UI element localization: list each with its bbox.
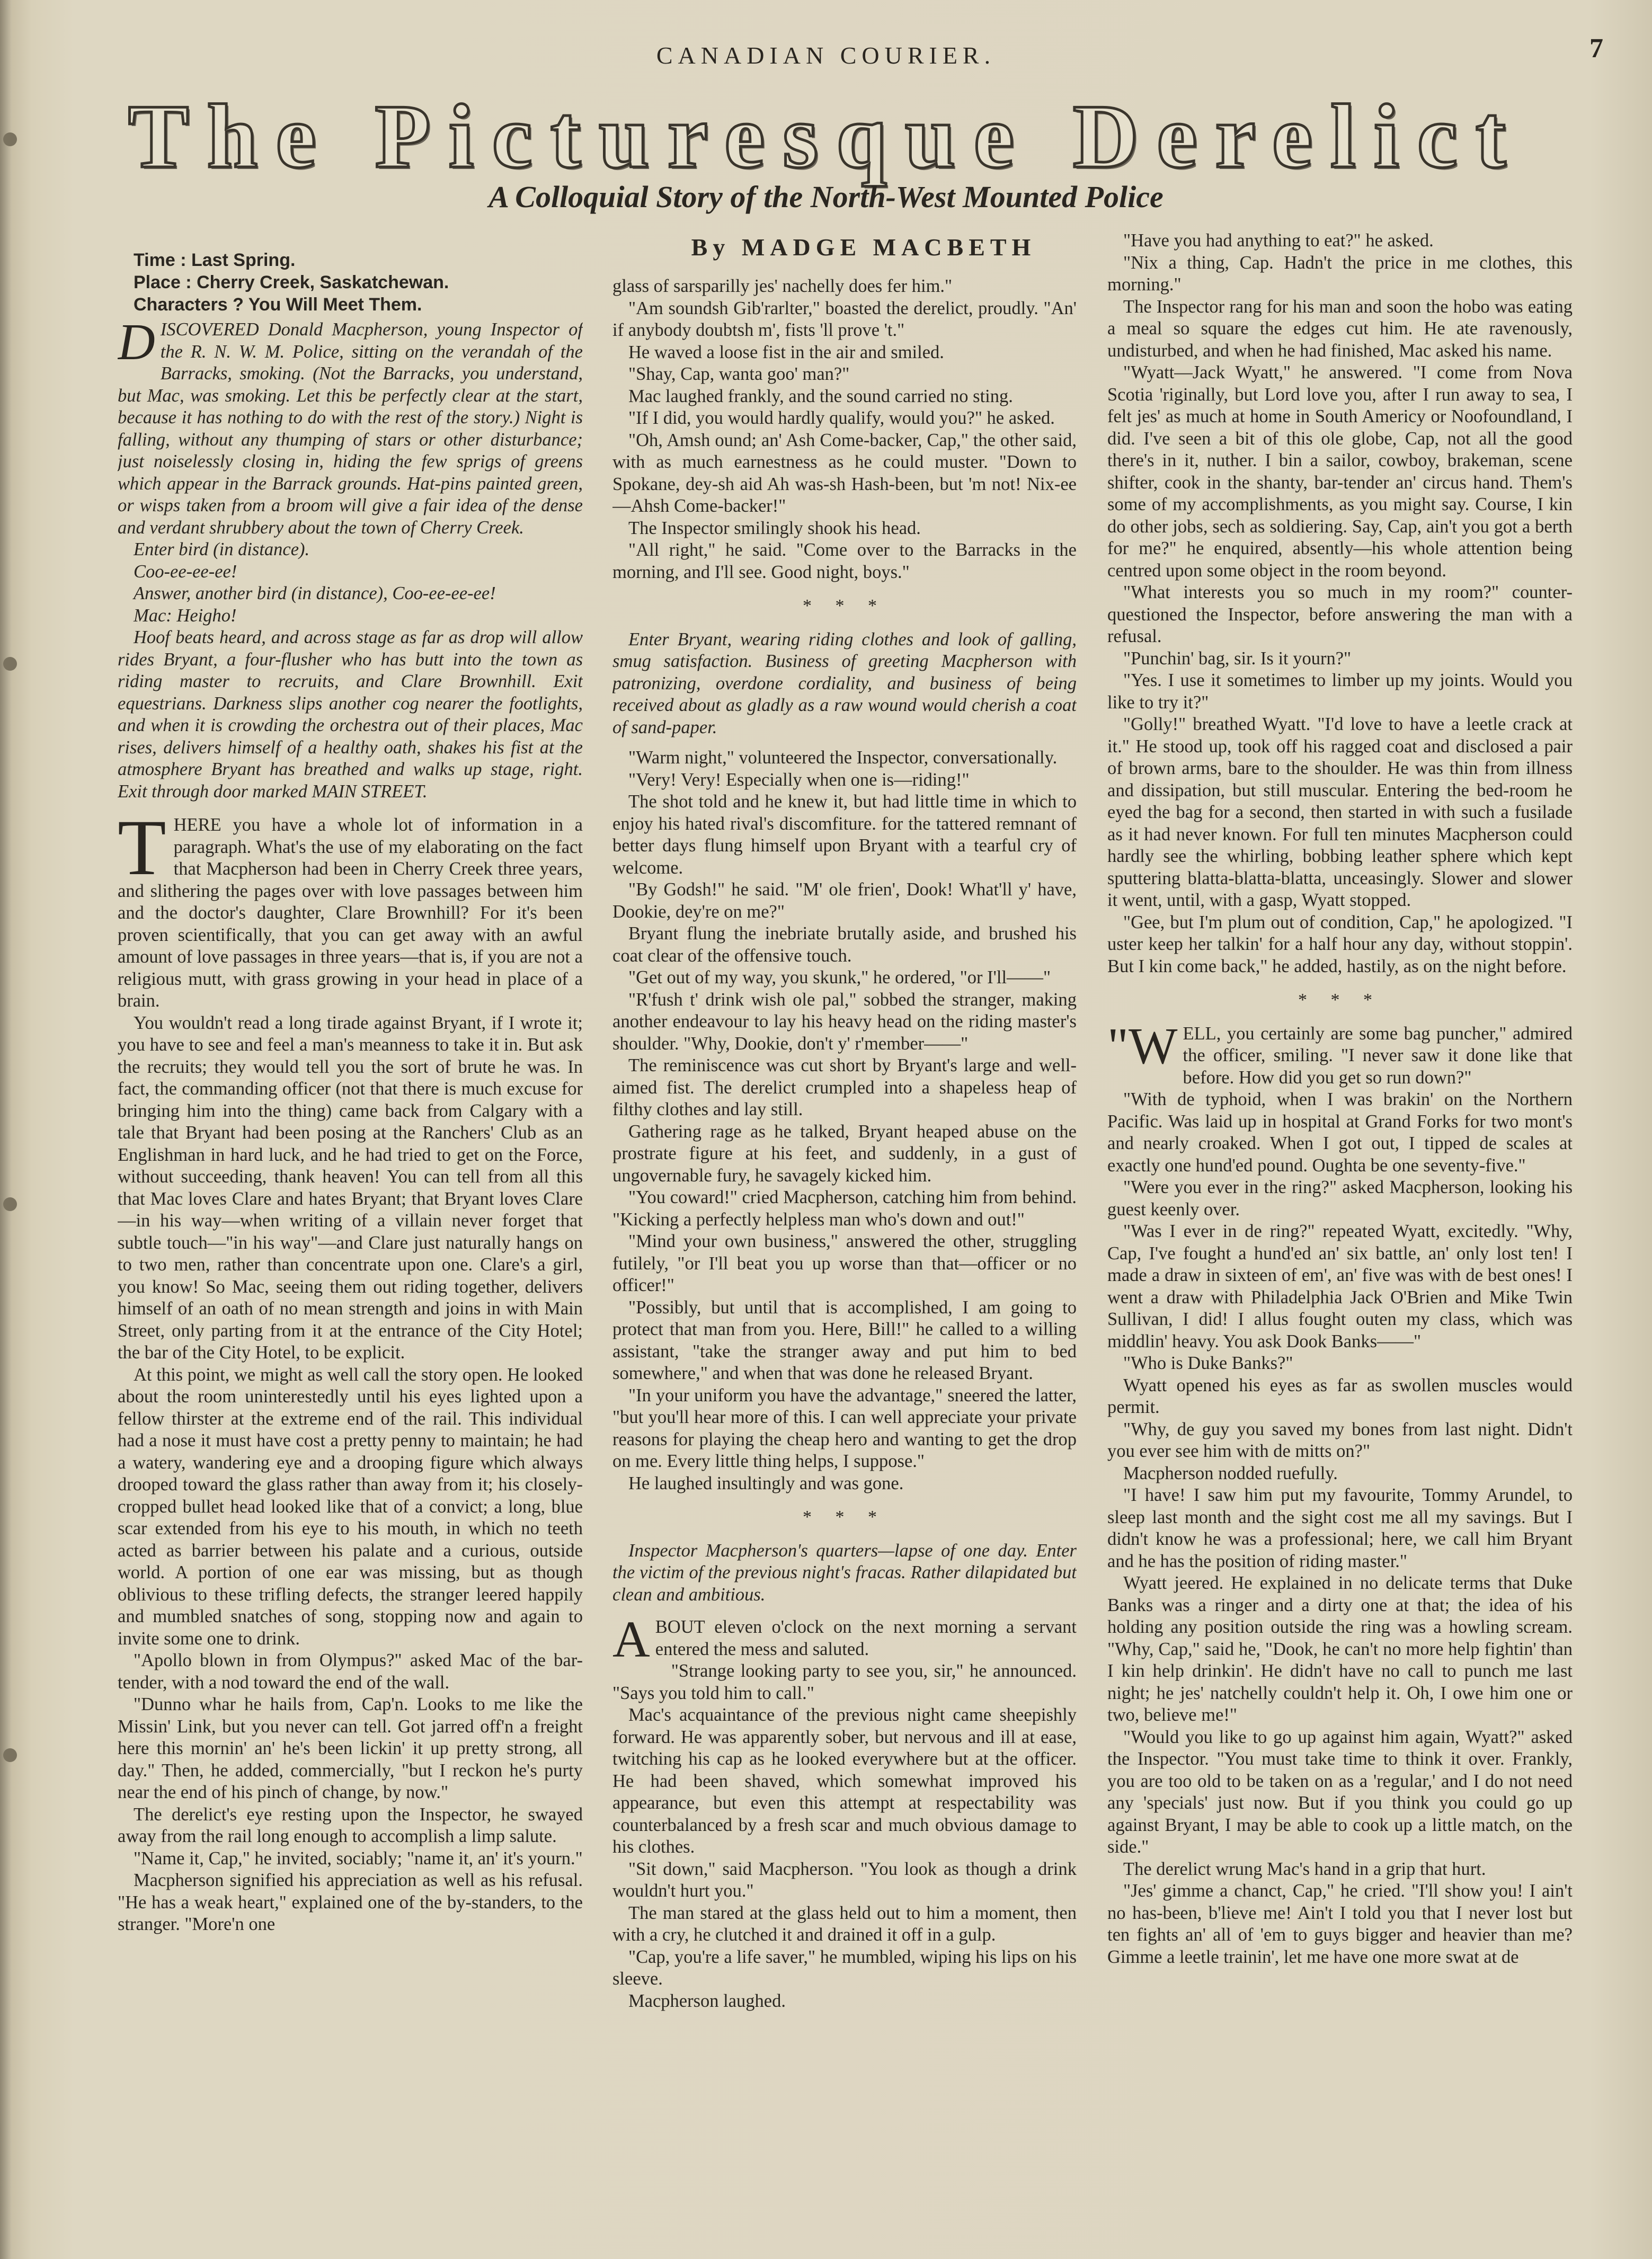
section-separator: * * * (803, 1507, 886, 1527)
paragraph: "In your uniform you have the advantage," sneered the latter, "but you'll hear more of this. I can well appreciate your private reasons for playing the cheap hero and wanting to get the drop on me. Every little thing helps, I suppose." (612, 1385, 1077, 1471)
column-2 (612, 275, 1077, 2230)
paragraph: "Warm night," volunteered the Inspector, conversationally. (628, 748, 1058, 768)
paragraph: "Possibly, but until that is accomplished, I am going to protect that man from you. Here, Bill!" he called to a willing assistant, "take the stranger away and put him to bed somewhere," and when that was done he released Bryant. (612, 1297, 1077, 1383)
paragraph: "Nix a thing, Cap. Hadn't the price in me clothes, this morning." (1107, 252, 1573, 295)
paragraph: You wouldn't read a long tirade against Bryant, if I wrote it; you have to see and feel a man's meanness to take it in. But ask the recruits; they would tell you the sort of brute he was. In fact, the commanding officer (not that there is much excuse for bringing him into the thing) came back from Calgary with a tale that Bryant had been posing at the Ranchers' Club as an Englishman in hard luck, and he had tried to get on the Force, without succeeding, thank heaven! You can tell from all this that Mac loves Clare and hates Bryant; that Bryant loves Clare—in his way—when writing of a villain never forget that subtle touch—"in his way"—and Clare just naturally hangs on to two men, rather than concentrate upon one. Clare's a girl, you know! So Mac, seeing them out riding together, delivers himself of an oath of no mean strength and joins in with Main Street, only parting from it at the entrance of the City Hotel; the bar of the City Hotel, to be explicit. (118, 1012, 583, 1363)
paragraph: Mac's acquaintance of the previous night came sheepishly forward. He was apparently sober, but nervous and ill at ease, twitching his cap as he looked everywhere but at the officer. He had been shaved, which somewhat improved his appearance, but even this attempt at respectability was counterbalanced by a fresh scar and much obvious damage to his clothes. (612, 1705, 1077, 1857)
paragraph: "Gee, but I'm plum out of condition, Cap," he apologized. "I uster keep her talkin' for a half hour any day, without stoppin'. But I kin come back," he added, hastily, as on the night before. (1107, 912, 1573, 976)
byline: By MADGE MACBETH (691, 234, 1036, 261)
paragraph: "Very! Very! Especially when one is—riding!" (628, 769, 970, 790)
paragraph: "All right," he said. "Come over to the Barracks in the morning, and I'll see. Good night, boys." (612, 540, 1077, 582)
paragraph: "Why, de guy you saved my bones from last night. Didn't you ever see him with de mitts on?" (1107, 1419, 1573, 1461)
paragraph: "R'fush t' drink wish ole pal," sobbed the stranger, making another endeavour to lay his heavy head on the riding master's shoulder. "Why, Dookie, don't y' r'member——" (612, 989, 1077, 1054)
paragraph: "Wyatt—Jack Wyatt," he answered. "I come from Nova Scotia 'riginally, but Lord love you, after I run away to sea, I felt jes' as much at home in South Americy or Noofoundland, I did. I've seen a bit of this ole globe, Cap, not all the good there's in it, nuther. I bin a sailor, cowboy, brakeman, scene shifter, cook in the shanty, bar-tender an' circus hand. Them's some of my accomplishments, as you might say. Course, I kin do other jobs, sech as soldiering. Say, Cap, ain't you got a berth for me?" he enquired, absently—his whole attention being centred upon some object in the room beyond. (1107, 362, 1573, 581)
paragraph: "What interests you so much in my room?" counter-questioned the Inspector, before answering the man with a refusal. (1107, 582, 1573, 646)
paragraph: "Were you ever in the ring?" asked Macpherson, looking his guest keenly over. (1107, 1177, 1573, 1220)
binding-hole (3, 657, 17, 671)
stage-direction: Enter bird (in distance). (134, 539, 310, 559)
paragraph: "Dunno whar he hails from, Cap'n. Looks to me like the Missin' Link, but you never can tell. Got jarred off'n a freight here this mornin' an' he's been lickin' it up pretty strong, all day." Then, he added, commercially, "but I reckon he's purty near the end of his pinch of change, by now." (118, 1694, 583, 1802)
paragraph: The Inspector smilingly shook his head. (628, 518, 921, 538)
paragraph: Macpherson laughed. (628, 1990, 786, 2011)
paragraph: "Yes. I use it sometimes to limber up my joints. Would you like to try it?" (1107, 670, 1573, 713)
paragraph: "I have! I saw him put my favourite, Tommy Arundel, to sleep last month and the sight cost me all my savings. But I didn't know he was a professional; here, we call him Bryant and he has the position of riding master." (1107, 1485, 1573, 1571)
paragraph: "Punchin' bag, sir. Is it yourn?" (1123, 648, 1352, 669)
paragraph: Wyatt jeered. He explained in no delicate terms that Duke Banks was a ringer and a dirty one at that; the idea of his holding any position outside the ring was a howling scream. "Why, Cap," said he, "Dook, he can't no more help fightin' than I kin help drinkin'. He didn't have no call to punch me last night; he jes' natchelly couldn't help it. Oh, I owe him one or two, believe me!" (1107, 1573, 1573, 1725)
paragraph: "Would you like to go up against him again, Wyatt?" asked the Inspector. "You must take time to think it over. Frankly, you are too old to be taken on as a 'regular,' and I do not need any 'specials' just now. But if you think you could go up against Bryant, I may be able to cook up a little match, on the side." (1107, 1727, 1573, 1857)
paragraph: At this point, we might as well call the story open. He looked about the room uninterestedly until his eyes lighted upon a fellow thirster at the extreme end of the rail. This individual had a nose it must have cost a pretty penny to maintain; he had a watery, wandering eye and a drooping figure which always drooped toward the glass rather than away from it; his closely-cropped bullet head looked like that of a convict; a long, blue scar extended from his eye to his mouth, in which no teeth acted as barrier between his palate and a curious, outside world. A portion of one ear was missing, but as though oblivious to these trifling defects, the stranger leered happily and mumbled snatches of song, stopping now and again to invite some one to drink. (118, 1364, 583, 1649)
paragraph: "Cap, you're a life saver," he mumbled, wiping his lips on his sleeve. (612, 1946, 1077, 1989)
paragraph: "By Godsh!" he said. "M' ole frien', Dook! What'll y' have, Dookie, dey're on me?" (612, 879, 1077, 922)
paragraph: "Golly!" breathed Wyatt. "I'd love to have a leetle crack at it." He stood up, took off his ragged coat and disclosed a pair of brown arms, bare to the shoulder. He was thin from illness and dissipation, but still muscular. Entering the bed-room he eyed the bag for a second, then started in with such a fusilade as it had never known. For full ten minutes Macpherson could hardly see the whirling, bobbing leather sphere which kept sputtering blatta-blatta-blatta, unceasingly. Slower and slower it went, until, with a gasp, Wyatt stopped. (1107, 714, 1573, 910)
drop-cap: "W (1107, 1017, 1178, 1075)
running-head: CANADIAN COURIER. (656, 42, 996, 69)
paragraph: The reminiscence was cut short by Bryant's large and well-aimed fist. The derelict crumpled into a shapeless heap of filthy clothes and lay still. (612, 1055, 1077, 1119)
paragraph: Macpherson nodded ruefully. (1123, 1463, 1338, 1483)
article-title: The Picturesque Derelict (128, 86, 1524, 187)
paragraph-text: ISCOVERED Donald Macpherson, young Inspector of the R. N. W. M. Police, sitting on the verandah of the Barracks, smoking. (Not the Barracks, you understand, but Mac, was smoking. Let this be perfectly clear at the start, because it has nothing to do with the rest of the story.) Night is falling, without any thumping of stars or other disturbance; just noiselessly closing in, hiding the few sprigs of greens which appear in the Barrack grounds. Hat-pins painted green, or wisps taken from a broom will give a fair idea of the dense and verdant shrubbery about the town of Cherry Creek. (118, 319, 583, 538)
section-separator: * * * (803, 596, 886, 616)
paragraph: Wyatt opened his eyes as far as swollen muscles would permit. (1107, 1375, 1573, 1417)
paragraph: glass of sarsparilly jes' nachelly does fer him." (612, 276, 953, 296)
stage-direction: Mac: Heigho! (134, 605, 237, 626)
paragraph: The derelict's eye resting upon the Inspector, he swayed away from the rail long enough to accomplish a limp salute. (118, 1804, 583, 1846)
paragraph (612, 1611, 1077, 1668)
drop-cap: A (612, 1611, 650, 1668)
paragraph: "Get out of my way, you skunk," he ordered, "or I'll——" (628, 967, 1051, 988)
stage-direction: Hoof beats heard, and across stage as far as drop will allow rides Bryant, a four-flusher who has butt into the town as riding master to recruits, and Clare Brownhill. Exit equestrians. Darkness slips another cog nearer the footlights, and when it is crowding the orchestra out of their places, Mac rises, delivers himself of a healthy oath, shakes his fist at the atmosphere Bryant has breathed and walks up stage, right. Exit through door marked MAIN STREET. (118, 627, 583, 802)
binding-hole (3, 1748, 17, 1762)
paragraph: "Shay, Cap, wanta goo' man?" (628, 364, 850, 384)
paragraph: The shot told and he knew it, but had little time in which to enjoy his hated rival's discomfiture. for the tattered remnant of better days flung himself upon Bryant with a tearful cry of welcome. (612, 791, 1077, 878)
paragraph-text: BOUT eleven o'clock on the next morning a servant entered the mess and saluted. (655, 1617, 1077, 1659)
intro-paragraph (118, 314, 583, 539)
paragraph: "If I did, you would hardly qualify, would you?" he asked. (628, 408, 1055, 428)
paragraph: Bryant flung the inebriate brutally aside, and brushed his coat clear of the offensive touch. (612, 923, 1077, 966)
paragraph: "Who is Duke Banks?" (1123, 1353, 1293, 1373)
paragraph: "With de typhoid, when I was brakin' on the Northern Pacific. Was laid up in hospital at Grand Forks for two mont's and nearly croaked. When I got out, I tipped de scales at exactly one hund'ed pound. Oughta be one seventy-five." (1107, 1089, 1573, 1176)
section-separator: * * * (1298, 990, 1382, 1010)
paragraph: Mac laughed frankly, and the sound carried no sting. (628, 386, 1013, 406)
column-1 (118, 249, 583, 2230)
characters-line: Characters ? You Will Meet Them. (134, 295, 422, 315)
paragraph: The derelict wrung Mac's hand in a grip that hurt. (1123, 1858, 1486, 1879)
article-subtitle: A Colloquial Story of the North-West Mounted Police (489, 180, 1163, 214)
drop-cap: D (118, 314, 155, 371)
paragraph: He waved a loose fist in the air and smiled. (628, 342, 944, 362)
stage-direction: Coo-ee-ee-ee! (134, 561, 237, 582)
drop-cap: T (118, 804, 166, 892)
paragraph: "Was I ever in de ring?" repeated Wyatt, excitedly. "Why, Cap, I've fought a hund'ed an' six battle, an' only lost ten! I made a draw in sixteen of em', an' five was with de best ones! I went a draw with Philadelphia Jack O'Brien and Mike Twin Sullivan, I did! I allus fought outen my class, which was middlin' heavy. You ask Dook Banks——" (1107, 1221, 1573, 1351)
paragraph: "Jes' gimme a chanct, Cap," he cried. "I'll show you! I ain't no has-been, b'lieve me! Ain't I told you that I never lost but ten fights an' all of 'em to guys bigger and heavier than me? Gimme a leetle trainin', let me have one more swat at de (1107, 1881, 1573, 1967)
paragraph (118, 804, 583, 1012)
paragraph: "Have you had anything to eat?" he asked. (1123, 230, 1434, 251)
paragraph-text: ELL, you certainly are some bag puncher," admired the officer, smiling. "I never saw it done like that before. How did you get so run down?" (1183, 1023, 1573, 1088)
paragraph: "Strange looking party to see you, sir," he announced. "Says you told him to call." (612, 1661, 1077, 1703)
stage-direction: Enter Bryant, wearing riding clothes and look of galling, smug satisfaction. Business of greeting Macpherson with patronizing, overdone cordiality, and business of being received about as gladly as a raw wound would cherish a coat of sand-paper. (612, 629, 1077, 737)
column-3 (1107, 230, 1573, 2230)
paragraph: Gathering rage as he talked, Bryant heaped abuse on the prostrate figure at his feet, and suddenly, in a gust of ungovernable fury, he savagely kicked him. (612, 1121, 1077, 1186)
paragraph: "Oh, Amsh ound; an' Ash Come-backer, Cap," the other said, with as much earnestness as he could muster. "Down to Spokane, dey-sh aid Ah was-sh Hash-been, but 'm not! Nix-ee—Ahsh Come-backer!" (612, 430, 1077, 516)
paragraph: Macpherson signified his appreciation as well as his refusal. "He has a weak heart," explained one of the by-standers, to the stranger. "More'n one (118, 1870, 583, 1934)
paragraph: "Mind your own business," answered the other, struggling futilely, "or I'll beat you up worse than that—officer or no officer!" (612, 1231, 1077, 1295)
time-line: Time : Last Spring. (134, 250, 296, 270)
paragraph: "Sit down," said Macpherson. "You look as though a drink wouldn't hurt you." (612, 1858, 1077, 1901)
paragraph (1107, 1017, 1573, 1089)
paragraph: The Inspector rang for his man and soon the hobo was eating a meal so square the edges cut him. He ate ravenously, undisturbed, and when he had finished, Mac asked his name. (1107, 296, 1573, 361)
paragraph: "Apollo blown in from Olympus?" asked Mac of the bar-tender, with a nod toward the end of the wall. (118, 1650, 583, 1693)
page-number: 7 (1589, 33, 1603, 64)
page-binding (0, 0, 12, 2259)
paragraph: "You coward!" cried Macpherson, catching him from behind. "Kicking a perfectly helpless man who's down and out!" (612, 1187, 1077, 1230)
paragraph-text: HERE you have a whole lot of information in a paragraph. What's the use of my elaborating on the fact that Macpherson had been in Cherry Creek three years, and slithering the pages over with love passages between him and the doctor's daughter, Clare Brownhill? For it's been proven scientifically, that you can get away with an awful amount of love passages in three years—that is, if you are not a religious mutt, with grass growing in your head in place of a brain. (118, 815, 583, 1011)
stage-direction: Answer, another bird (in distance), Coo-ee-ee-ee! (134, 583, 496, 603)
stage-direction: Inspector Macpherson's quarters—lapse of one day. Enter the victim of the previous night's fracas. Rather dilapidated but clean and ambitious. (612, 1540, 1077, 1605)
binding-hole (3, 1197, 17, 1211)
paragraph: He laughed insultingly and was gone. (628, 1473, 904, 1493)
place-line: Place : Cherry Creek, Saskatchewan. (134, 272, 449, 292)
paragraph: "Name it, Cap," he invited, sociably; "name it, an' it's yourn." (134, 1848, 583, 1869)
paragraph: "Am soundsh Gib'rarlter," boasted the derelict, proudly. "An' if anybody doubtsh m', fists 'll prove 't." (612, 298, 1077, 340)
paragraph: The man stared at the glass held out to him a moment, then with a cry, he clutched it and drained it off in a gulp. (612, 1902, 1077, 1945)
